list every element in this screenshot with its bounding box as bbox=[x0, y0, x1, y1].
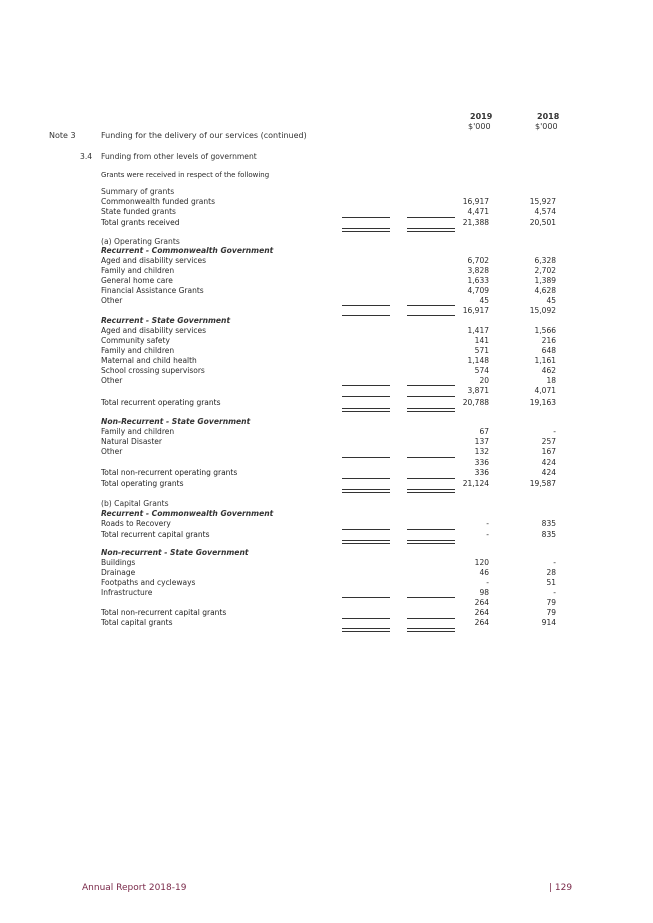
table-row: Family and children 3,828 2,702 bbox=[101, 266, 556, 275]
table-row: Other 45 45 bbox=[101, 296, 556, 305]
table-row: School crossing supervisors 574 462 bbox=[101, 366, 556, 375]
table-row: Buildings 120 - bbox=[101, 558, 556, 567]
intro-text: Grants were received in respect of the following bbox=[101, 171, 270, 179]
table-row: Aged and disability services 1,417 1,566 bbox=[101, 326, 556, 335]
rule bbox=[407, 618, 455, 619]
double-rule bbox=[407, 228, 455, 232]
capital-cw-heading: Recurrent - Commonwealth Government bbox=[101, 509, 274, 518]
table-row: Natural Disaster 137 257 bbox=[101, 437, 556, 446]
table-row: Maternal and child health 1,148 1,161 bbox=[101, 356, 556, 365]
subtotal-row: 16,917 15,092 bbox=[462, 306, 556, 315]
summary-heading: Summary of grants bbox=[101, 187, 175, 196]
table-row: Community safety 141 216 bbox=[101, 336, 556, 345]
subsection-number: 3.4 bbox=[80, 152, 93, 161]
double-rule bbox=[342, 228, 390, 232]
double-rule bbox=[407, 408, 455, 412]
subtotal-row: 3,871 4,071 bbox=[467, 386, 556, 395]
total-row: Total non-recurrent capital grants 264 79 bbox=[101, 608, 556, 617]
total-row: Total capital grants 264 914 bbox=[101, 618, 556, 627]
total-row: Total recurrent capital grants - 835 bbox=[101, 530, 556, 539]
table-row: General home care 1,633 1,389 bbox=[101, 276, 556, 285]
operating-state-heading: Recurrent - State Government bbox=[101, 316, 231, 325]
double-rule bbox=[407, 628, 455, 632]
table-row: Other 20 18 bbox=[101, 376, 556, 385]
operating-heading: (a) Operating Grants bbox=[101, 237, 180, 246]
rule bbox=[407, 396, 455, 397]
double-rule bbox=[342, 408, 390, 412]
col-year-2019: 2019 bbox=[470, 112, 493, 121]
operating-cw-heading: Recurrent - Commonwealth Government bbox=[101, 246, 274, 255]
table-row: Financial Assistance Grants 4,709 4,628 bbox=[101, 286, 556, 295]
note-number: Note 3 bbox=[49, 131, 76, 140]
capital-heading: (b) Capital Grants bbox=[101, 499, 169, 508]
footer-report-title: Annual Report 2018-19 bbox=[82, 883, 187, 893]
table-row: Infrastructure 98 - bbox=[101, 588, 556, 597]
rule bbox=[342, 396, 390, 397]
table-row: State funded grants 4,471 4,574 bbox=[101, 207, 556, 216]
total-row: Total non-recurrent operating grants 336 424 bbox=[101, 468, 556, 477]
table-row: Aged and disability services 6,702 6,328 bbox=[101, 256, 556, 265]
col-year-2018: 2018 bbox=[537, 112, 560, 121]
note-title: Funding for the delivery of our services (continued) bbox=[101, 131, 307, 140]
table-row: Family and children 571 648 bbox=[101, 346, 556, 355]
rule bbox=[342, 315, 390, 316]
total-row: Total grants received 21,388 20,501 bbox=[101, 218, 556, 227]
table-row: Drainage 46 28 bbox=[101, 568, 556, 577]
col-unit-2019: $'000 bbox=[468, 122, 491, 131]
footer-page-number: | 129 bbox=[549, 883, 573, 893]
operating-nr-heading: Non-Recurrent - State Government bbox=[101, 417, 251, 426]
capital-nr-heading: Non-recurrent - State Government bbox=[101, 548, 249, 557]
total-row: Total recurrent operating grants 20,788 19,163 bbox=[101, 398, 556, 407]
table-row: Family and children 67 - bbox=[101, 427, 556, 436]
table-row: Other 132 167 bbox=[101, 447, 556, 456]
double-rule bbox=[407, 540, 455, 544]
double-rule bbox=[342, 628, 390, 632]
double-rule bbox=[342, 489, 390, 493]
table-row: Commonwealth funded grants 16,917 15,927 bbox=[101, 197, 556, 206]
subsection-title: Funding from other levels of government bbox=[101, 152, 257, 161]
double-rule bbox=[407, 489, 455, 493]
rule bbox=[407, 315, 455, 316]
col-unit-2018: $'000 bbox=[535, 122, 558, 131]
table-row: Roads to Recovery - 835 bbox=[101, 519, 556, 528]
subtotal-row: 264 79 bbox=[474, 598, 556, 607]
subtotal-row: 336 424 bbox=[474, 458, 556, 467]
rule bbox=[342, 618, 390, 619]
rule bbox=[342, 478, 390, 479]
double-rule bbox=[342, 540, 390, 544]
total-row: Total operating grants 21,124 19,587 bbox=[101, 479, 556, 488]
table-row: Footpaths and cycleways - 51 bbox=[101, 578, 556, 587]
rule bbox=[407, 478, 455, 479]
